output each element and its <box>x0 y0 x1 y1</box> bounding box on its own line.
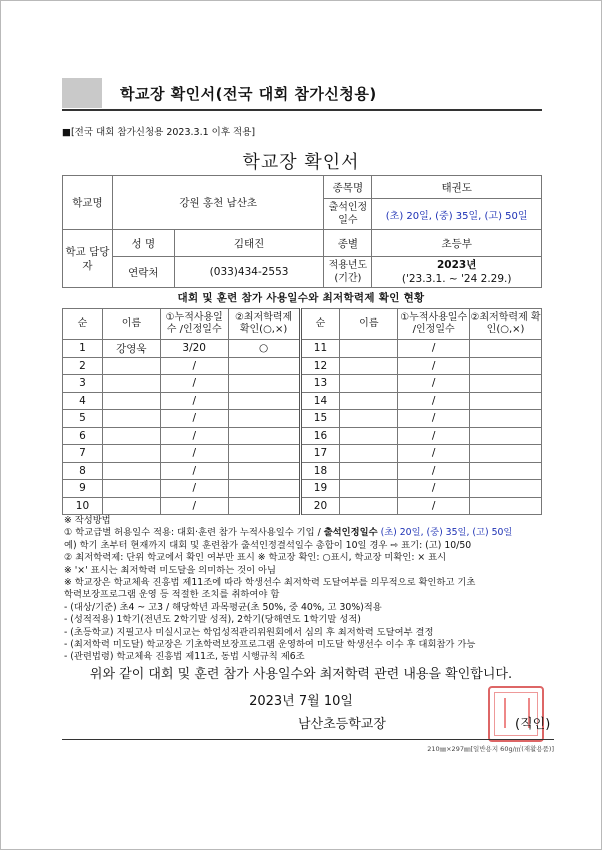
roster-row <box>63 445 542 463</box>
student-name <box>102 375 160 393</box>
seal-label: (직인) <box>515 717 551 732</box>
student-no: 13 <box>300 375 340 393</box>
student-no: 4 <box>63 392 103 410</box>
usage-days: / <box>398 392 470 410</box>
header-rule <box>62 109 542 111</box>
division-label: 종별 <box>324 230 372 257</box>
usage-days: / <box>398 375 470 393</box>
min-academic-check <box>228 410 300 428</box>
roster-row <box>63 375 542 393</box>
min-academic-check <box>228 427 300 445</box>
usage-days: / <box>160 375 228 393</box>
min-academic-check <box>228 375 300 393</box>
min-academic-check <box>228 462 300 480</box>
school-name-label: 학교명 <box>63 176 113 230</box>
student-no: 20 <box>300 497 340 515</box>
student-no: 7 <box>63 445 103 463</box>
roster-header-row <box>63 309 542 340</box>
event-label: 종목명 <box>324 176 372 199</box>
min-academic-check <box>470 392 542 410</box>
student-no: 15 <box>300 410 340 428</box>
usage-days: / <box>398 410 470 428</box>
roster-row <box>63 357 542 375</box>
student-name <box>102 462 160 480</box>
note-line: - (대상/기준) 초4 ~ 고3 / 해당학년 과목평균(초 50%, 중 40%, 고 30%)적용 <box>64 601 382 613</box>
header-days: ①누적사용일수 /인정일수 <box>398 309 470 340</box>
note-line: 예) 학기 초부터 현재까지 대회 및 훈련참가 출석인정결석일수 총합이 10일 경우 ⇨ 표기: (고) 10/50 <box>64 539 472 551</box>
student-name <box>102 427 160 445</box>
roster-row <box>63 392 542 410</box>
student-name <box>340 410 398 428</box>
student-no: 9 <box>63 480 103 498</box>
min-academic-check: ○ <box>228 340 300 358</box>
attendance-label: 출석인정일수 <box>324 199 372 230</box>
note-line: ② 최저학력제: 단위 학교에서 확인 여부만 표시 ※ 학교장 확인: ○표시, 학교장 미확인: × 표시 <box>64 552 447 564</box>
note-line: ※ 학교장은 학교체육 진흥법 제11조에 따라 학생선수 최저학력 도달여부를 의무적으로 확인하고 기초 <box>64 577 476 589</box>
note-line: ① 학교급별 허용일수 적용: 대회·훈련 참가 누적사용일수 기입 / 출석인정일수 (초) 20일, (중) 35일, (고) 50일 <box>64 527 513 539</box>
min-academic-check <box>228 480 300 498</box>
note-line: - (초등학교) 지필고사 미실시교는 학업성적관리위원회에서 심의 후 최저학력 도달여부 결정 <box>64 626 434 638</box>
usage-days: / <box>398 340 470 358</box>
period-value: ('23.3.1. ~ '24 2.29.) <box>401 273 512 285</box>
note-line: 학력보장프로그램 운영 등 적절한 조치를 취하여야 함 <box>64 589 280 601</box>
student-name <box>102 392 160 410</box>
min-academic-check <box>228 357 300 375</box>
usage-days: / <box>160 392 228 410</box>
header-band <box>62 78 542 108</box>
header-check: ②최저학력제 확인(○,×) <box>228 309 300 340</box>
student-no: 8 <box>63 462 103 480</box>
usage-days: 3/20 <box>160 340 228 358</box>
note-line: - (성적적용) 1학기(전년도 2학기말 성적), 2학기(당해연도 1학기말 성적) <box>64 614 361 626</box>
student-name <box>102 445 160 463</box>
confirmation-statement: 위와 같이 대회 및 훈련 참가 사용일수와 최저학력 관련 내용을 확인합니다. <box>89 667 513 682</box>
info-table <box>62 175 542 288</box>
student-no: 14 <box>300 392 340 410</box>
student-no: 18 <box>300 462 340 480</box>
usage-days: / <box>398 497 470 515</box>
student-no: 16 <box>300 427 340 445</box>
usage-days: / <box>398 480 470 498</box>
form-subtitle: ■[전국 대회 참가신청용 2023.3.1 이후 적용] <box>62 127 256 138</box>
student-no: 5 <box>63 410 103 428</box>
usage-days: / <box>160 480 228 498</box>
attendance-value: (초) 20일, (중) 35일, (고) 50일 <box>372 199 542 230</box>
usage-days: / <box>160 445 228 463</box>
student-name <box>340 375 398 393</box>
min-academic-check <box>470 375 542 393</box>
header-name: 이름 <box>102 309 160 340</box>
student-no: 6 <box>63 427 103 445</box>
division-value: 초등부 <box>372 230 542 257</box>
min-academic-check <box>470 357 542 375</box>
roster-row <box>63 427 542 445</box>
roster-row <box>63 462 542 480</box>
student-no: 17 <box>300 445 340 463</box>
contact-label: 연락처 <box>112 257 174 288</box>
min-academic-check <box>470 445 542 463</box>
student-no: 12 <box>300 357 340 375</box>
student-no: 1 <box>63 340 103 358</box>
min-academic-check <box>228 445 300 463</box>
min-academic-check <box>470 462 542 480</box>
note-line: - (관련법령) 학교체육 진흥법 제11조, 동법 시행규칙 제6조 <box>64 651 305 663</box>
roster-row <box>63 340 542 358</box>
usage-days: / <box>160 497 228 515</box>
header-check: ②최저학력제 확인(○,×) <box>470 309 542 340</box>
roster-body <box>63 309 542 515</box>
school-manager-label: 학교 담당자 <box>63 230 113 288</box>
student-no: 10 <box>63 497 103 515</box>
min-academic-check <box>228 392 300 410</box>
name-value: 김태진 <box>174 230 324 257</box>
roster-row <box>63 480 542 498</box>
header-days: ①누적사용일수 /인정일수 <box>160 309 228 340</box>
year-value: 2023년 <box>436 259 477 271</box>
student-name: 강영욱 <box>102 340 160 358</box>
section-title: 대회 및 훈련 참가 사용일수와 최저학력제 확인 현황 <box>177 292 425 304</box>
min-academic-check <box>470 340 542 358</box>
student-name <box>340 445 398 463</box>
roster-table <box>62 308 542 515</box>
note-line: ※ 작성방법 <box>64 515 111 526</box>
min-academic-check <box>470 410 542 428</box>
min-academic-check <box>470 497 542 515</box>
student-name <box>340 340 398 358</box>
note-line: ※ '×' 표시는 최저학력 미도달을 의미하는 것이 아님 <box>64 564 277 576</box>
note-line: - (최저학력 미도달) 학교장은 기초학력보장프로그램 운영하여 미도달 학생선수 이수 후 대회참가 가능 <box>64 639 476 651</box>
header-gray-block <box>62 78 102 108</box>
student-name <box>340 357 398 375</box>
student-name <box>340 497 398 515</box>
header-title: 학교장 확인서(전국 대회 참가신청용) <box>120 85 377 103</box>
student-name <box>340 392 398 410</box>
student-no: 11 <box>300 340 340 358</box>
usage-days: / <box>160 357 228 375</box>
usage-days: / <box>160 410 228 428</box>
footer-rule <box>62 739 554 740</box>
usage-days: / <box>160 427 228 445</box>
usage-days: / <box>398 462 470 480</box>
usage-days: / <box>398 445 470 463</box>
contact-value: (033)434-2553 <box>174 257 324 288</box>
student-name <box>102 410 160 428</box>
student-name <box>102 480 160 498</box>
student-name <box>340 480 398 498</box>
student-no: 3 <box>63 375 103 393</box>
student-name <box>102 497 160 515</box>
header-no: 순 <box>300 309 340 340</box>
min-academic-check <box>470 427 542 445</box>
header-name: 이름 <box>340 309 398 340</box>
event-value: 태권도 <box>372 176 542 199</box>
student-name <box>102 357 160 375</box>
year-cell <box>372 257 542 288</box>
student-name <box>340 462 398 480</box>
roster-row <box>63 497 542 515</box>
min-academic-check <box>470 480 542 498</box>
document-title: 학교장 확인서 <box>242 152 360 173</box>
usage-days: / <box>398 427 470 445</box>
writing-instructions <box>64 515 549 664</box>
name-label: 성 명 <box>112 230 174 257</box>
usage-days: / <box>398 357 470 375</box>
year-label: 적용년도 (기간) <box>324 257 372 288</box>
student-name <box>340 427 398 445</box>
usage-days: / <box>160 462 228 480</box>
paper-spec-footer: 210㎜×297㎜[일반용지 60g/㎡(재활용품)] <box>427 745 554 753</box>
sign-date: 2023년 7월 10일 <box>249 694 353 709</box>
school-name-value: 강원 홍천 남산초 <box>112 176 324 230</box>
student-no: 2 <box>63 357 103 375</box>
min-academic-check <box>228 497 300 515</box>
roster-row <box>63 410 542 428</box>
student-no: 19 <box>300 480 340 498</box>
principal-name: 남산초등학교장 <box>298 717 386 732</box>
header-no: 순 <box>63 309 103 340</box>
